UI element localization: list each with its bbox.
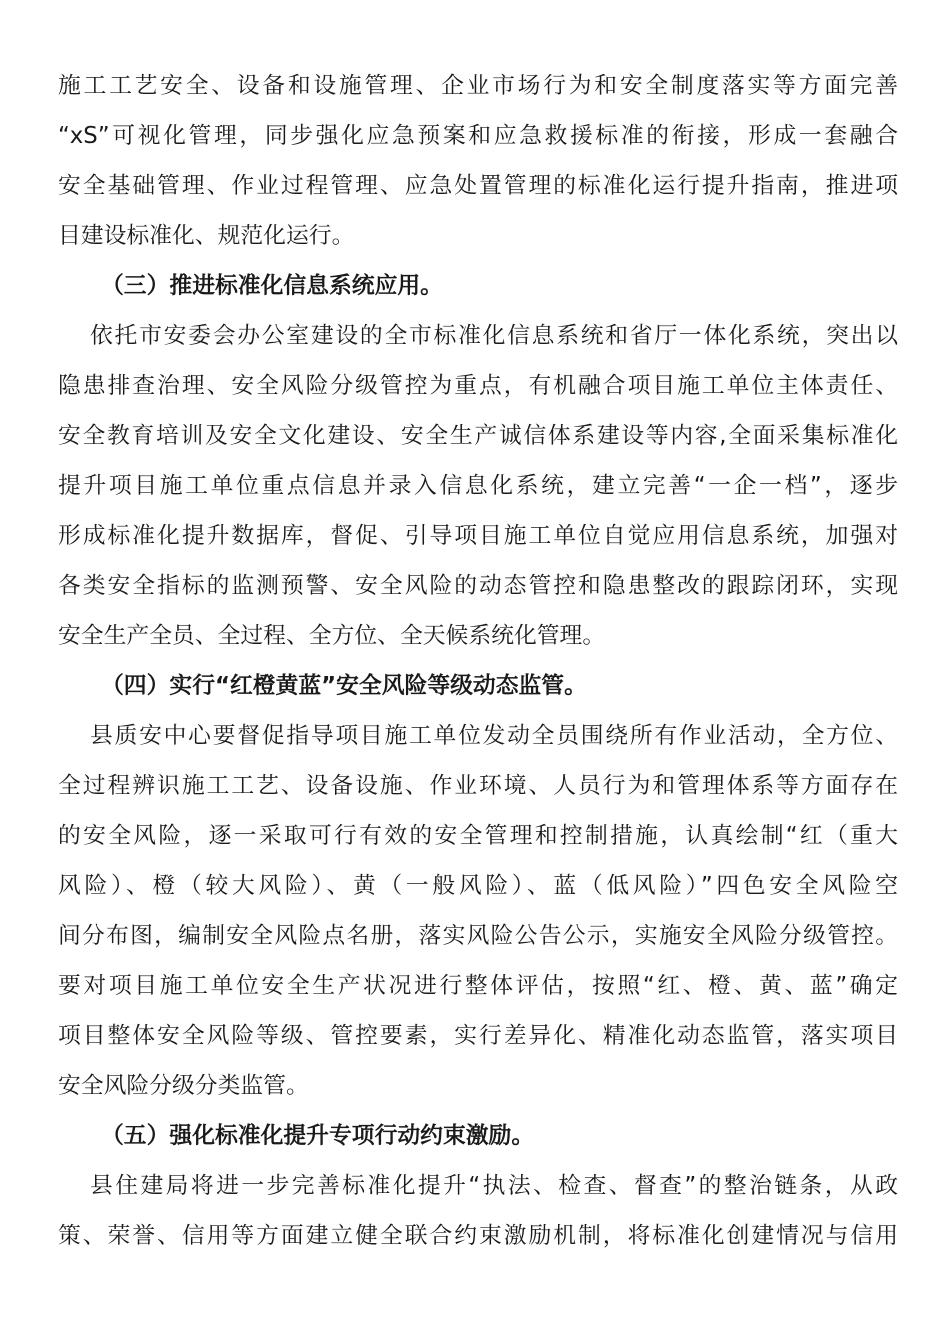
section-heading: （三）推进标准化信息系统应用。 — [101, 273, 443, 299]
paragraph-line: 安全教育培训及安全文化建设、安全生产诚信体系建设等内容,全面采集标准化 — [58, 423, 898, 449]
paragraph-line: 策、荣誉、信用等方面建立健全联合约束激励机制，将标准化创建情况与信用 — [58, 1223, 898, 1249]
paragraph-line: 风险）、橙（较大风险）、黄（一般风险）、蓝（低风险）”四色安全风险空 — [58, 873, 898, 899]
section-heading: （四）实行“红橙黄蓝”安全风险等级动态监管。 — [101, 673, 587, 699]
paragraph-line: 的安全风险，逐一采取可行有效的安全管理和控制措施，认真绘制“红（重大 — [58, 823, 898, 849]
paragraph-line: 要对项目施工单位安全生产状况进行整体评估，按照“红、橙、黄、蓝”确定 — [58, 973, 898, 999]
paragraph-line: 依托市安委会办公室建设的全市标准化信息系统和省厅一体化系统，突出以 — [90, 323, 898, 349]
paragraph-line: 间分布图，编制安全风险点名册，落实风险公告公示，实施安全风险分级管控。 — [58, 923, 898, 949]
paragraph-line: 目建设标准化、规范化运行。 — [58, 223, 355, 249]
paragraph-line: 提升项目施工单位重点信息并录入信息化系统，建立完善“一企一档”，逐步 — [58, 473, 898, 499]
paragraph-line: “xS”可视化管理，同步强化应急预案和应急救援标准的衔接，形成一套融合 — [58, 123, 898, 149]
paragraph-line: 全过程辨识施工工艺、设备设施、作业环境、人员行为和管理体系等方面存在 — [58, 773, 898, 799]
paragraph-line: 形成标准化提升数据库，督促、引导项目施工单位自觉应用信息系统，加强对 — [58, 523, 898, 549]
paragraph-line: 县质安中心要督促指导项目施工单位发动全员围绕所有作业活动，全方位、 — [90, 723, 898, 749]
paragraph-line: 安全生产全员、全过程、全方位、全天候系统化管理。 — [58, 623, 606, 649]
paragraph-line: 安全基础管理、作业过程管理、应急处置管理的标准化运行提升指南，推进项 — [58, 173, 898, 199]
paragraph-line: 各类安全指标的监测预警、安全风险的动态管控和隐患整改的跟踪闭环，实现 — [58, 573, 898, 599]
paragraph-line: 施工工艺安全、设备和设施管理、企业市场行为和安全制度落实等方面完善 — [58, 73, 898, 99]
paragraph-line: 安全风险分级分类监管。 — [58, 1073, 309, 1099]
paragraph-line: 项目整体安全风险等级、管控要素，实行差异化、精准化动态监管，落实项目 — [58, 1023, 898, 1049]
paragraph-line: 县住建局将进一步完善标准化提升“执法、检查、督查”的整治链条，从政 — [90, 1173, 898, 1199]
paragraph-line: 隐患排查治理、安全风险分级管控为重点，有机融合项目施工单位主体责任、 — [58, 373, 898, 399]
section-heading: （五）强化标准化提升专项行动约束激励。 — [101, 1123, 535, 1149]
